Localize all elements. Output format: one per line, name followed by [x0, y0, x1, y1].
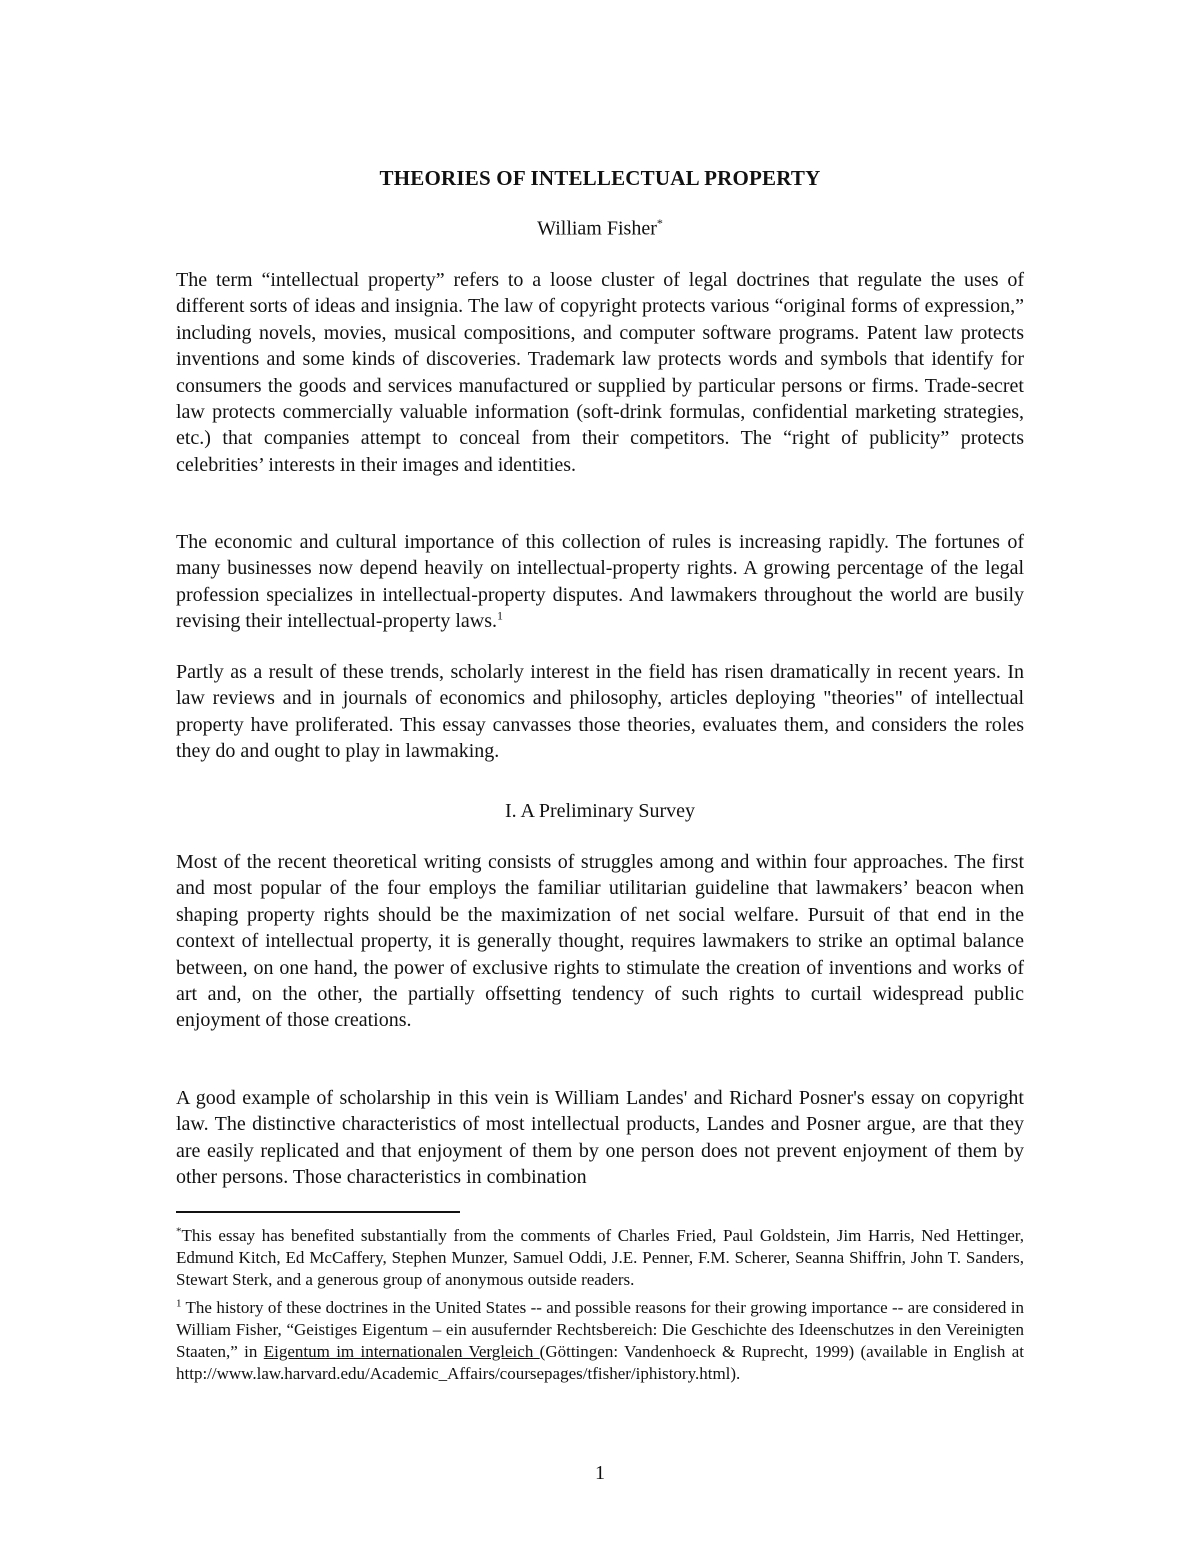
- footnote-separator: [176, 1211, 460, 1213]
- author-name: William Fisher: [537, 217, 657, 240]
- footnote-star-text: This essay has benefited substantially from the comments of Charles Fried, Paul Goldstein, Jim Harris, Ned Hettinger, Edmund Kitch, Ed McCaffery, Stephen Munzer, Samuel Oddi, J.E. Penner, F.M. Scherer, Seanna Shiffrin, John T. Sanders, Stewart Sterk, and a generous group of anonymous outside readers.: [176, 1226, 1024, 1289]
- footnote-star-mark: *: [176, 1225, 182, 1238]
- footnote-star: [176, 1225, 1024, 1291]
- paragraph-2: [176, 529, 1024, 635]
- footnote-1-book-title: Eigentum im internationalen Vergleich: [263, 1342, 540, 1361]
- paragraph-1: The term “intellectual property” refers to a loose cluster of legal doctrines that regulate the uses of different sorts of ideas and insignia. The law of copyright protects various “original forms of expression,” including novels, movies, musical compositions, and computer software programs. Patent law protects inventions and some kinds of discoveries. Trademark law protects words and symbols that identify for consumers the goods and services manufactured or supplied by particular persons or firms. Trade-secret law protects commercially valuable information (soft-drink formulas, confidential marketing strategies, etc.) that companies attempt to conceal from their competitors. The “right of publicity” protects celebrities’ interests in their images and identities.: [176, 269, 1024, 476]
- paragraph-3: Partly as a result of these trends, scholarly interest in the field has risen dramatically in recent years. In law reviews and in journals of economics and philosophy, articles deploying "theories" of intellectual property have proliferated. This essay canvasses those theories, evaluates them, and considers the roles they do and ought to play in lawmaking.: [176, 661, 1024, 763]
- author-footnote-mark[interactable]: *: [656, 216, 663, 230]
- footnote-1-text-a: The history of these doctrines in the United States -- and possible reasons for their growing importance -- are considered in William Fisher, “Geistiges Eigentum – ein ausufernder Rechtsbereich: Die Geschichte des Ideenschutzes in den Vereinigten Staaten,” in: [176, 1298, 1024, 1361]
- paragraph-4: Most of the recent theoretical writing consists of struggles among and within four approaches. The first and most popular of the four employs the familiar utilitarian guideline that lawmakers’ beacon when shaping property rights should be the maximization of net social welfare. Pursuit of that end in the context of intellectual property, it is generally thought, requires lawmakers to strike an optimal balance between, on one hand, the power of exclusive rights to stimulate the creation of inventions and works of art and, on the other, the partially offsetting tendency of such rights to curtail widespread public enjoyment of those creations.: [176, 851, 1024, 1032]
- footnote-ref-1[interactable]: 1: [497, 608, 504, 623]
- author-line: [176, 216, 1024, 241]
- document-title: THEORIES OF INTELLECTUAL PROPERTY: [379, 166, 821, 190]
- footnote-1: [176, 1297, 1024, 1385]
- footnote-1-text-b: (Göttingen: Vandenhoeck & Ruprecht, 1999) (available in English at http://www.law.harvard.edu/Academic_Affairs/coursepages/tfisher/iphistory.html).: [176, 1342, 1024, 1383]
- paragraph-5: A good example of scholarship in this vein is William Landes' and Richard Posner's essay on copyright law. The distinctive characteristics of most intellectual products, Landes and Posner argue, are that they are easily replicated and that enjoyment of them by one person does not prevent enjoyment of them by other persons. Those characteristics in combination: [176, 1087, 1024, 1189]
- paragraph-2-text: The economic and cultural importance of this collection of rules is increasing rapidly. The fortunes of many businesses now depend heavily on intellectual-property rights. A growing percentage of the legal profession specializes in intellectual-property disputes. And lawmakers throughout the world are busily revising their intellectual-property laws.: [176, 531, 1024, 633]
- footnote-1-mark: 1: [176, 1297, 182, 1310]
- section-heading: I. A Preliminary Survey: [505, 800, 695, 822]
- page-number: 1: [595, 1462, 605, 1484]
